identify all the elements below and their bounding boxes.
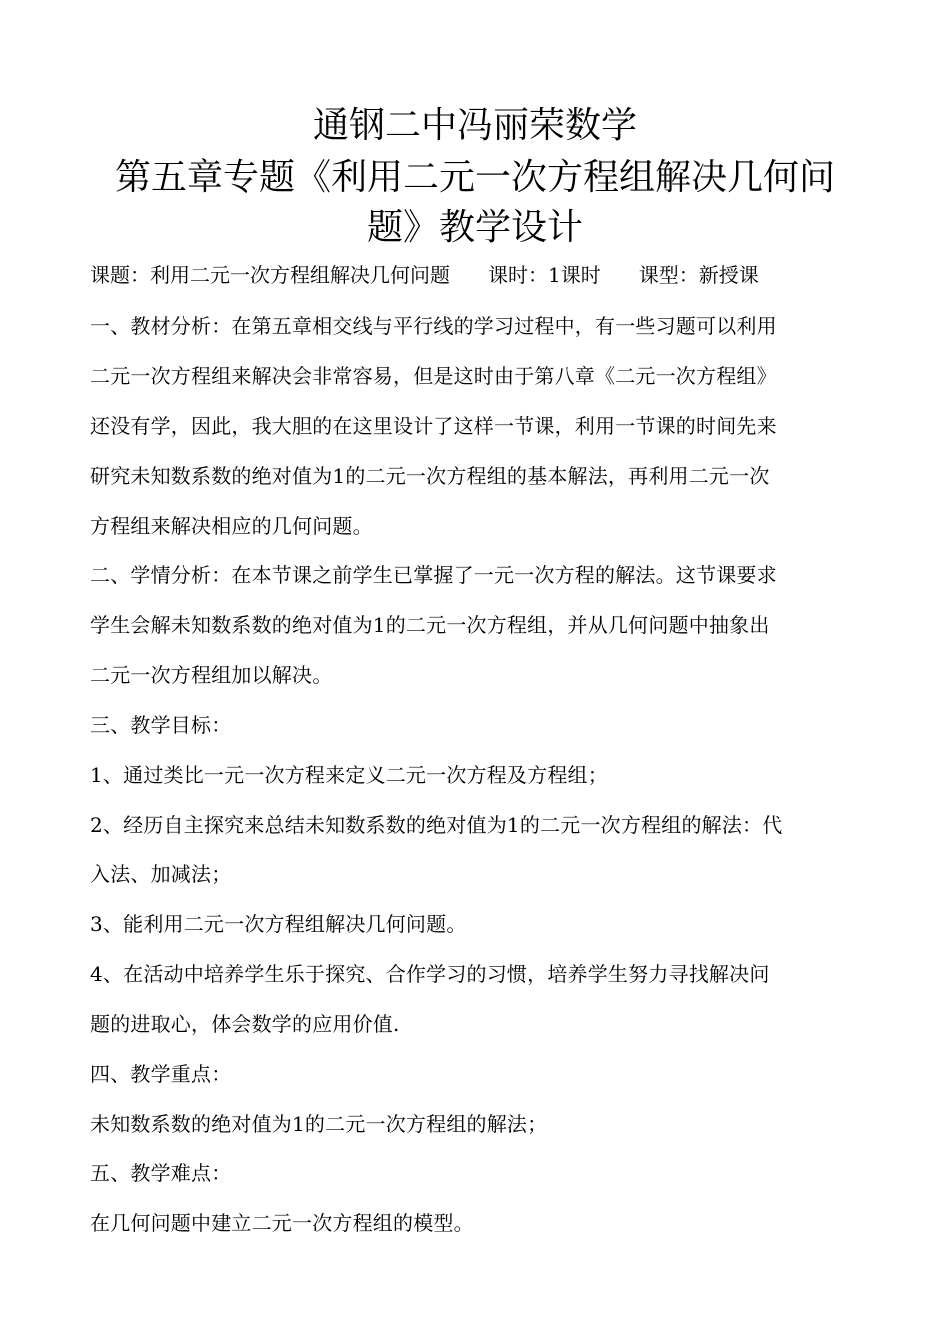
section-heading: 五、教学难点：: [90, 1161, 232, 1185]
body-line: 学生会解未知数系数的绝对值为1的二元一次方程组，并从几何问题中抽象出: [90, 613, 770, 637]
body-line: 2、经历自主探究来总结未知数系数的绝对值为1的二元一次方程组的解法：代: [90, 813, 783, 837]
body-line: 题的进取心，体会数学的应用价值.: [90, 1012, 400, 1036]
section-heading: 三、教学目标：: [90, 713, 232, 737]
lesson-topic: 课题：利用二元一次方程组解决几何问题: [90, 263, 450, 287]
body-line: 方程组来解决相应的几何问题。: [90, 514, 373, 538]
section-heading: 四、教学重点：: [90, 1062, 232, 1086]
body-line: 未知数系数的绝对值为1的二元一次方程组的解法；: [90, 1112, 548, 1136]
body-line: 二元一次方程组来解决会非常容易，但是这时由于第八章《二元一次方程组》: [90, 364, 777, 388]
body-line: 二元一次方程组加以解决。: [90, 663, 333, 687]
body-line: 入法、加减法；: [90, 862, 232, 886]
document-title-line-2: 第五章专题《利用二元一次方程组解决几何问: [114, 157, 835, 198]
body-line: 在几何问题中建立二元一次方程组的模型。: [90, 1211, 474, 1235]
lesson-type: 课型：新授课: [638, 263, 759, 287]
lesson-period: 课时：1课时: [488, 263, 601, 287]
body-line: 还没有学，因此，我大胆的在这里设计了这样一节课，利用一节课的时间先来: [90, 414, 777, 438]
document-title-line-1: 通钢二中冯丽荣数学: [312, 105, 637, 146]
body-line: 研究未知数系数的绝对值为1的二元一次方程组的基本解法，再利用二元一次: [90, 464, 770, 488]
body-line: 1、通过类比一元一次方程来定义二元一次方程及方程组；: [90, 763, 608, 787]
lesson-meta: [90, 261, 759, 289]
body-line: 3、能利用二元一次方程组解决几何问题。: [90, 912, 467, 936]
document-title-line-3: 题》教学设计: [366, 207, 583, 248]
body-line: 4、在活动中培养学生乐于探究、合作学习的习惯，培养学生努力寻找解决问: [90, 962, 770, 986]
body-line: 二、学情分析：在本节课之前学生已掌握了一元一次方程的解法。这节课要求: [90, 563, 777, 587]
body-line: 一、教材分析：在第五章相交线与平行线的学习过程中，有一些习题可以利用: [90, 314, 777, 338]
